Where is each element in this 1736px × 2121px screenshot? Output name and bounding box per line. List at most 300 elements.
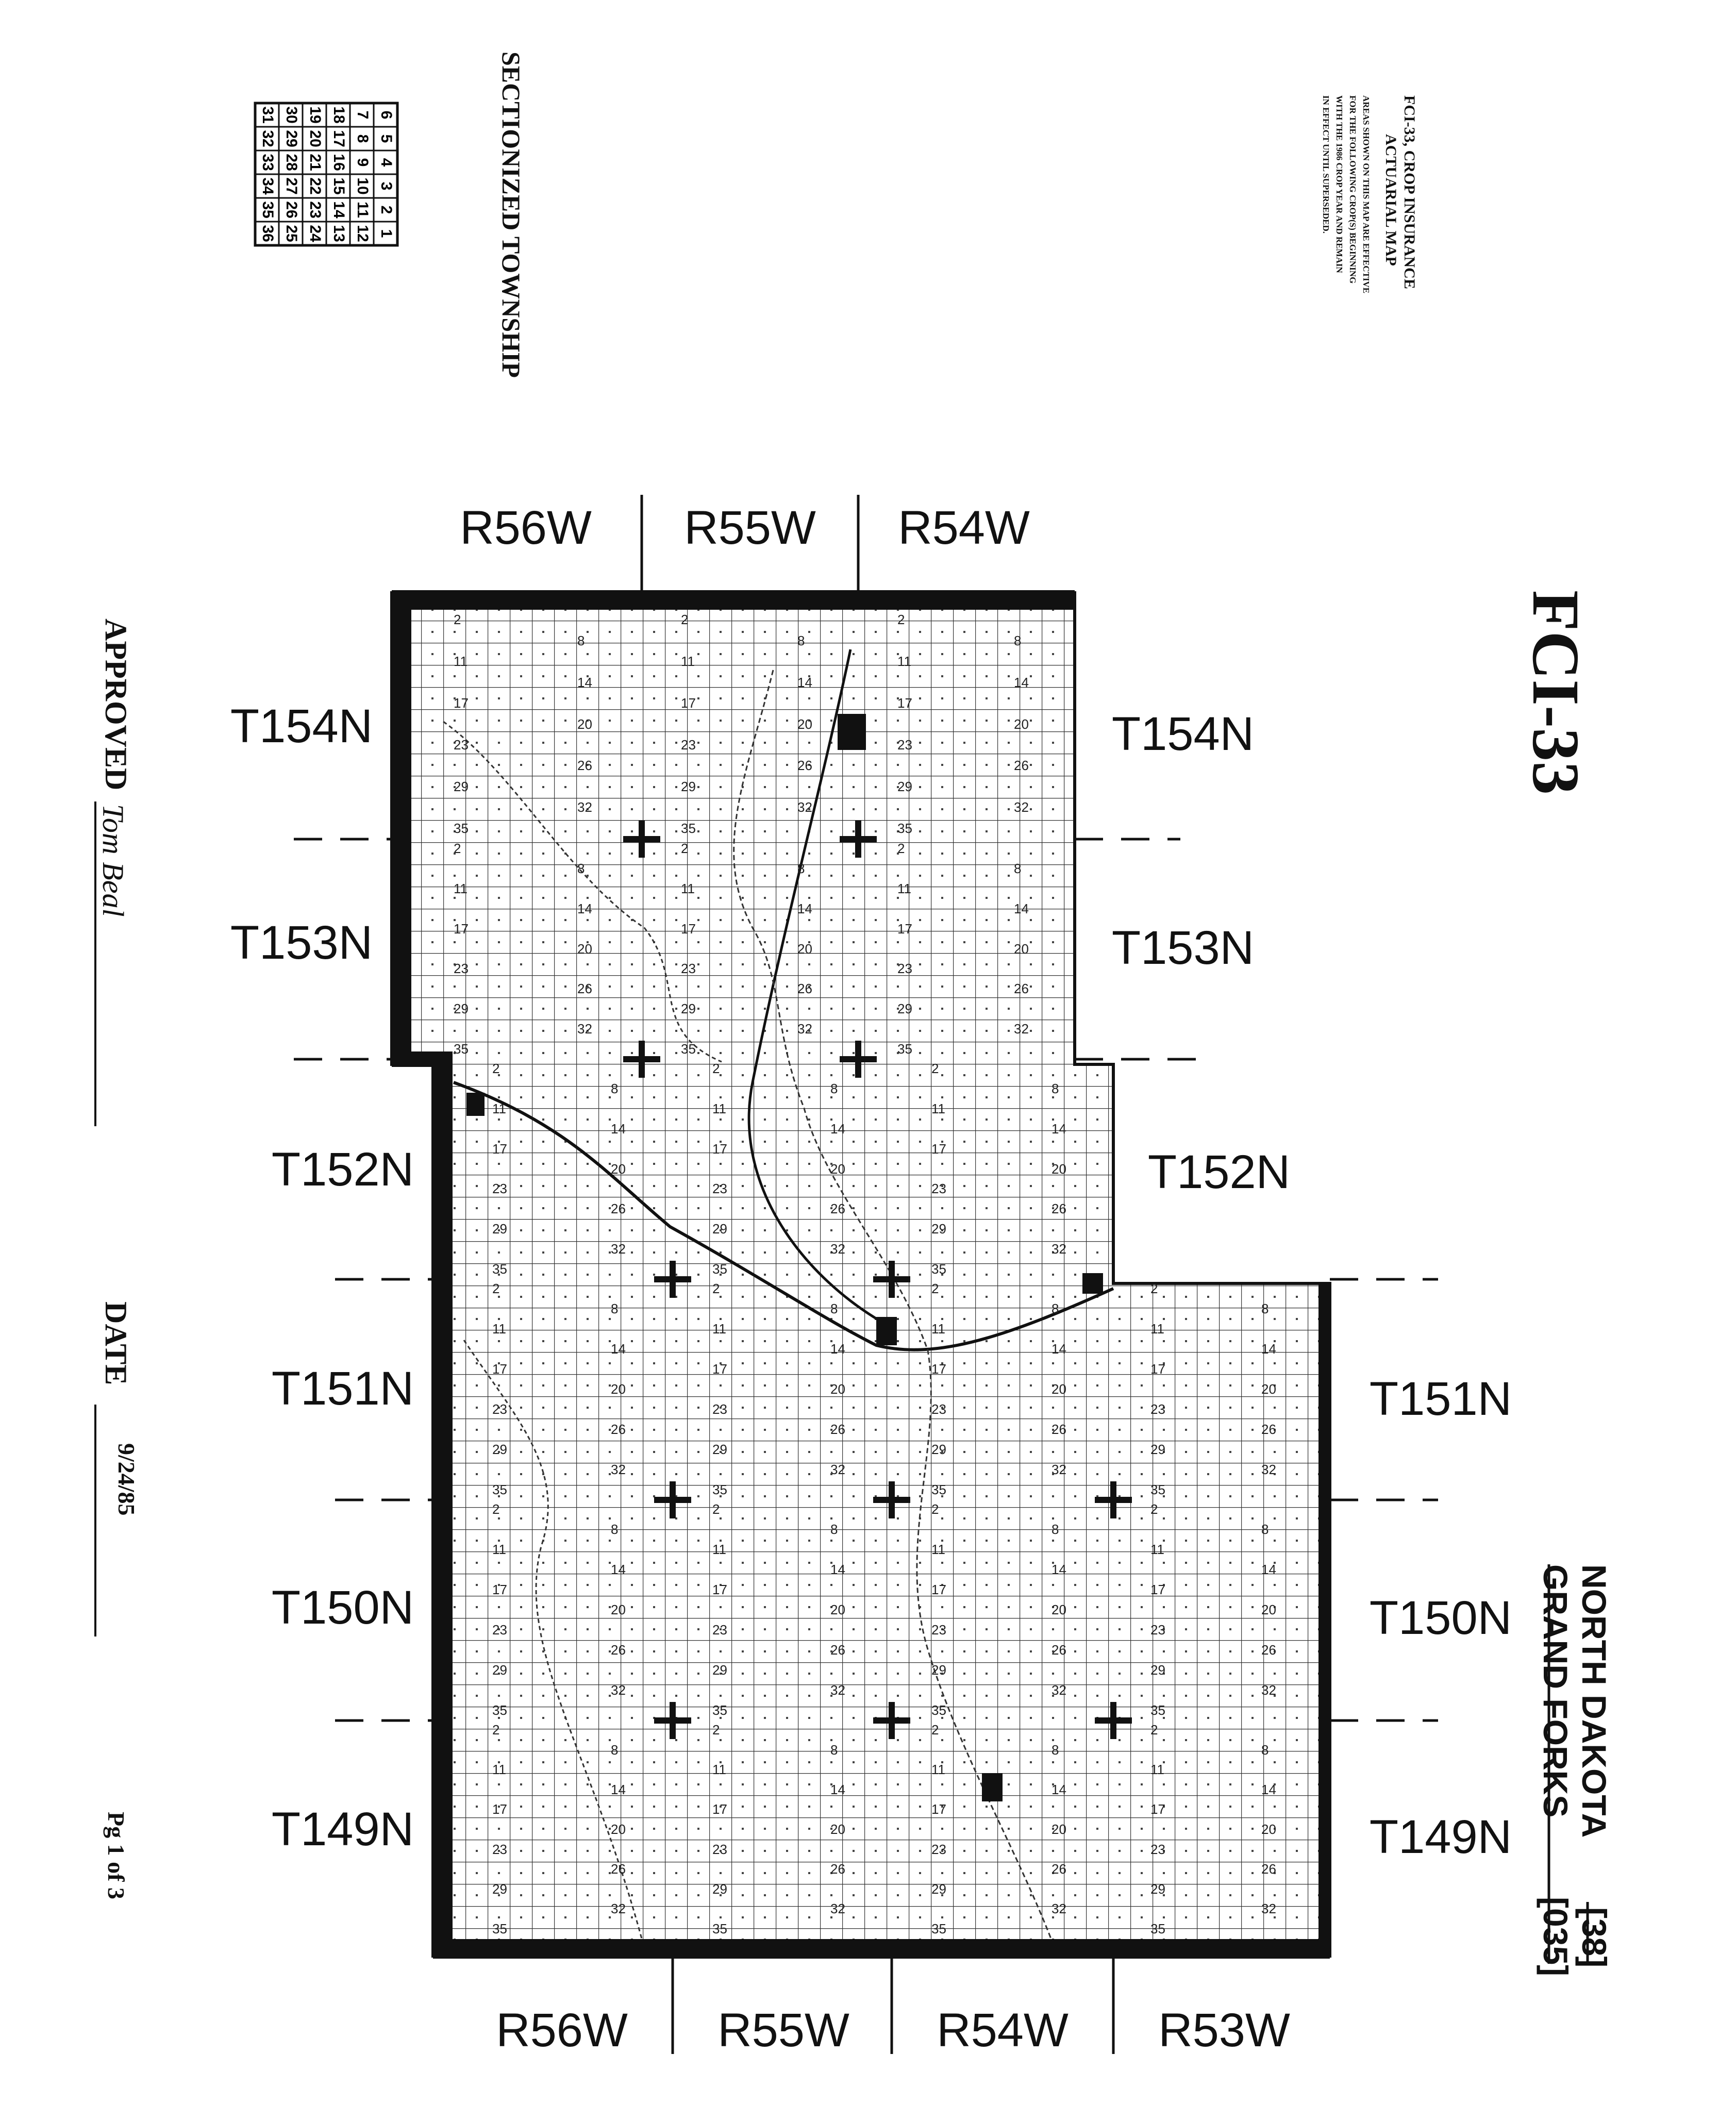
section-number: 26 [1014, 981, 1029, 996]
sectionized-township-cell: 12 [354, 225, 372, 242]
section-number: 32 [1051, 1901, 1066, 1916]
section-number: 35 [492, 1482, 507, 1497]
corner-cross-bar [855, 1041, 861, 1078]
section-number: 29 [492, 1221, 507, 1237]
section-number: 32 [1051, 1241, 1066, 1257]
section-number: 32 [1051, 1682, 1066, 1698]
section-number: 32 [1261, 1682, 1276, 1698]
section-number: 35 [492, 1921, 507, 1936]
section-number: 2 [681, 841, 689, 856]
sectionized-township-cell: 4 [378, 158, 395, 167]
range-bottom-r55w: R55W [717, 2004, 849, 2057]
township-right-t152n: T152N [1147, 1146, 1291, 1198]
header-note-line-2: FOR THE FOLLOWING CROP(S) BEGINNING [1348, 95, 1358, 284]
range-top-r54w: R54W [898, 502, 1030, 554]
section-number: 26 [830, 1642, 845, 1658]
section-number: 23 [712, 1622, 727, 1638]
section-number: 20 [1051, 1602, 1066, 1617]
section-number: 11 [712, 1542, 726, 1557]
section-number: 20 [830, 1161, 845, 1177]
corner-cross-bar [1110, 1702, 1116, 1739]
section-number: 29 [897, 1001, 912, 1016]
section-number: 29 [492, 1881, 507, 1897]
section-number: 11 [454, 654, 468, 669]
section-number: 11 [1150, 1542, 1164, 1557]
section-number: 26 [611, 1642, 626, 1658]
section-number: 32 [611, 1241, 626, 1257]
sectionized-township-title: SECTIONIZED TOWNSHIP [497, 52, 526, 378]
sectionized-township-cell: 36 [259, 225, 277, 242]
township-right-t153n: T153N [1111, 922, 1255, 974]
town-block-2 [876, 1317, 897, 1345]
section-number: 17 [492, 1361, 507, 1377]
section-number: 17 [712, 1141, 727, 1157]
section-number: 17 [931, 1801, 946, 1817]
border-top [392, 590, 1075, 610]
range-top-r56w: R56W [460, 502, 592, 554]
corner-cross-bar [889, 1261, 895, 1298]
section-number: 26 [1051, 1861, 1066, 1877]
section-number: 26 [1261, 1422, 1276, 1437]
section-number: 35 [931, 1921, 946, 1936]
section-number: 35 [712, 1702, 727, 1718]
sectionized-township-cell: 19 [307, 106, 324, 124]
section-number: 17 [897, 921, 912, 937]
section-number: 23 [931, 1181, 946, 1196]
section-number: 20 [1261, 1602, 1276, 1617]
section-number: 20 [611, 1602, 626, 1617]
header-note-line-1: AREAS SHOWN ON THIS MAP ARE EFFECTIVE [1361, 95, 1371, 294]
section-number: 35 [897, 821, 912, 836]
section-number: 2 [931, 1281, 939, 1296]
section-number: 20 [611, 1381, 626, 1397]
section-number: 23 [712, 1401, 727, 1417]
sectionized-township-cell: 1 [378, 229, 395, 238]
section-number: 26 [830, 1201, 845, 1216]
town-block-4 [466, 1093, 485, 1116]
section-number: 2 [492, 1501, 500, 1517]
section-number: 11 [1150, 1762, 1164, 1777]
section-number: 20 [611, 1822, 626, 1837]
section-number: 2 [712, 1501, 720, 1517]
section-number: 11 [712, 1101, 726, 1116]
section-number: 23 [1150, 1622, 1165, 1638]
approved-label: APPROVED [99, 619, 133, 791]
section-number: 14 [577, 901, 592, 916]
range-bottom-r53w: R53W [1158, 2004, 1290, 2057]
section-number: 26 [577, 758, 592, 773]
section-number: 23 [897, 737, 912, 753]
section-number: 17 [1150, 1801, 1165, 1817]
section-number: 23 [712, 1181, 727, 1196]
sectionized-township-cell: 24 [307, 225, 324, 242]
sheet-code: FCI-33 [1518, 590, 1593, 795]
sectionized-township-cell: 15 [330, 177, 348, 195]
corner-cross-bar [639, 1041, 645, 1078]
section-number: 2 [454, 841, 461, 856]
state-name: NORTH DAKOTA [1575, 1564, 1613, 1838]
header-note [1321, 95, 1418, 293]
section-number: 23 [1150, 1401, 1165, 1417]
section-number: 8 [1051, 1522, 1059, 1537]
section-number: 35 [897, 1041, 912, 1057]
section-number: 14 [1051, 1782, 1066, 1797]
header-note-title-1: FCI-33, CROP INSURANCE [1401, 95, 1418, 289]
border-left-lower [433, 1051, 453, 1959]
section-number: 14 [1014, 901, 1029, 916]
section-number: 8 [830, 1301, 838, 1316]
corner-cross-bar [639, 821, 645, 858]
sectionized-township-cell: 34 [259, 177, 277, 195]
section-number: 14 [830, 1782, 845, 1797]
sectionized-township-cell: 25 [283, 225, 301, 242]
section-number: 8 [830, 1081, 838, 1096]
section-number: 32 [830, 1682, 845, 1698]
section-number: 14 [1261, 1562, 1276, 1577]
section-number: 11 [492, 1542, 506, 1557]
section-number: 35 [492, 1702, 507, 1718]
section-number: 8 [577, 861, 585, 876]
state-county-block [1537, 1564, 1613, 1976]
section-number: 14 [1051, 1121, 1066, 1137]
section-number: 17 [454, 921, 469, 937]
sectionized-township-cell: 32 [259, 130, 277, 147]
section-number: 14 [577, 675, 592, 690]
section-number: 35 [931, 1482, 946, 1497]
town-block-5 [1082, 1273, 1103, 1294]
section-number: 20 [797, 716, 812, 732]
section-number: 17 [712, 1801, 727, 1817]
section-number: 8 [611, 1742, 619, 1758]
section-number: 23 [897, 961, 912, 976]
section-number: 35 [454, 821, 469, 836]
sectionized-township-cell: 9 [354, 158, 372, 167]
date-value: 9/24/85 [113, 1443, 140, 1516]
section-number: 29 [492, 1662, 507, 1678]
section-number: 26 [1261, 1642, 1276, 1658]
section-number: 20 [1051, 1161, 1066, 1177]
section-number: 26 [830, 1422, 845, 1437]
section-number: 2 [454, 612, 461, 627]
section-number: 2 [931, 1061, 939, 1076]
corner-cross-bar [889, 1702, 895, 1739]
section-number: 29 [931, 1221, 946, 1237]
section-number: 26 [1261, 1861, 1276, 1877]
corner-cross-bar [670, 1261, 676, 1298]
section-number: 29 [454, 1001, 469, 1016]
section-number: 2 [712, 1061, 720, 1076]
section-number: 29 [454, 779, 469, 794]
section-number: 29 [1150, 1442, 1165, 1457]
section-number: 35 [1150, 1482, 1165, 1497]
section-number: 35 [931, 1261, 946, 1277]
section-number: 8 [611, 1081, 619, 1096]
sectionized-township-cell: 29 [283, 130, 301, 147]
section-number: 8 [1261, 1301, 1269, 1316]
sectionized-township [255, 52, 526, 378]
header-note-line-4: IN EFFECT UNTIL SUPERSEDED. [1321, 95, 1331, 233]
section-number: 29 [897, 779, 912, 794]
section-number: 23 [454, 737, 469, 753]
section-number: 23 [492, 1622, 507, 1638]
section-number: 2 [931, 1722, 939, 1738]
section-number: 14 [830, 1341, 845, 1357]
date-label: DATE [99, 1301, 133, 1385]
section-number: 26 [611, 1422, 626, 1437]
section-number: 23 [1150, 1842, 1165, 1857]
sectionized-township-cell: 22 [307, 177, 324, 195]
section-number: 32 [830, 1462, 845, 1477]
section-number: 17 [454, 695, 469, 711]
approval-block [95, 619, 140, 1899]
section-number: 8 [797, 861, 805, 876]
section-number: 14 [611, 1121, 626, 1137]
section-number: 20 [1261, 1822, 1276, 1837]
section-number: 14 [830, 1121, 845, 1137]
section-number: 11 [897, 881, 911, 896]
township-right-t150n: T150N [1369, 1592, 1512, 1644]
county-code: [035] [1537, 1897, 1575, 1977]
section-number: 35 [681, 821, 696, 836]
section-number: 29 [712, 1221, 727, 1237]
sectionized-township-cell: 10 [354, 177, 372, 195]
section-number: 8 [830, 1742, 838, 1758]
section-number: 14 [1261, 1782, 1276, 1797]
section-number: 23 [931, 1622, 946, 1638]
range-bottom-r54w: R54W [937, 2004, 1069, 2057]
section-number: 17 [681, 695, 696, 711]
section-number: 35 [454, 1041, 469, 1057]
section-number: 35 [712, 1261, 727, 1277]
sectionized-township-cell: 28 [283, 154, 301, 171]
section-number: 32 [611, 1901, 626, 1916]
section-number: 11 [681, 881, 695, 896]
section-number: 26 [797, 981, 812, 996]
section-number: 11 [931, 1101, 945, 1116]
section-number: 26 [611, 1201, 626, 1216]
section-number: 29 [492, 1442, 507, 1457]
header-note-line-3: WITH THE 1986 CROP YEAR AND REMAIN [1334, 95, 1344, 273]
sectionized-township-cell: 8 [354, 134, 372, 143]
section-number: 26 [1051, 1201, 1066, 1216]
sectionized-township-cell: 35 [259, 201, 277, 219]
section-number: 23 [931, 1401, 946, 1417]
town-block-3 [982, 1773, 1003, 1801]
section-number: 11 [492, 1762, 506, 1777]
section-number: 14 [797, 675, 812, 690]
section-number: 20 [830, 1602, 845, 1617]
section-number: 2 [897, 841, 905, 856]
section-number: 20 [1051, 1381, 1066, 1397]
section-number: 26 [830, 1861, 845, 1877]
section-number: 23 [454, 961, 469, 976]
section-number: 35 [1150, 1702, 1165, 1718]
section-number: 29 [712, 1662, 727, 1678]
section-number: 35 [931, 1702, 946, 1718]
section-number: 8 [577, 633, 585, 648]
sectionized-township-cell: 18 [330, 106, 348, 124]
section-number: 11 [454, 881, 468, 896]
sectionized-township-cell: 7 [354, 110, 372, 120]
section-number: 32 [797, 799, 812, 815]
section-number: 26 [1051, 1642, 1066, 1658]
section-number: 32 [830, 1901, 845, 1916]
section-number: 32 [830, 1241, 845, 1257]
section-number: 32 [611, 1682, 626, 1698]
sectionized-township-cell: 5 [378, 134, 395, 143]
section-number: 29 [931, 1881, 946, 1897]
section-number: 35 [712, 1482, 727, 1497]
section-number: 8 [1014, 861, 1022, 876]
section-number: 23 [681, 961, 696, 976]
sectionized-township-cell: 14 [330, 201, 348, 219]
section-number: 17 [681, 921, 696, 937]
sectionized-township-cell: 13 [330, 225, 348, 242]
section-number: 23 [681, 737, 696, 753]
section-number: 29 [712, 1442, 727, 1457]
sectionized-township-cell: 30 [283, 106, 301, 124]
section-number: 14 [1051, 1341, 1066, 1357]
section-number: 2 [1150, 1281, 1158, 1296]
section-number: 2 [897, 612, 905, 627]
header-note-title-2: ACTUARIAL MAP [1382, 134, 1399, 266]
sectionized-township-cell: 27 [283, 177, 301, 195]
section-number: 20 [830, 1822, 845, 1837]
section-number: 11 [931, 1762, 945, 1777]
section-number: 17 [1150, 1582, 1165, 1597]
section-number: 14 [830, 1562, 845, 1577]
section-number: 2 [681, 612, 689, 627]
range-top-r55w: R55W [684, 502, 816, 554]
section-number: 35 [681, 1041, 696, 1057]
section-number: 26 [1014, 758, 1029, 773]
border-bottom [433, 1939, 1330, 1959]
section-number: 32 [577, 799, 592, 815]
section-number: 32 [1261, 1462, 1276, 1477]
section-number: 8 [611, 1522, 619, 1537]
section-number: 26 [611, 1861, 626, 1877]
sectionized-township-cell: 11 [354, 202, 372, 218]
town-block [838, 714, 866, 750]
section-number: 23 [492, 1842, 507, 1857]
section-number: 29 [931, 1662, 946, 1678]
section-number: 20 [797, 941, 812, 957]
section-number: 17 [931, 1582, 946, 1597]
border-left-upper [392, 590, 411, 1064]
township-left-t152n: T152N [271, 1143, 414, 1196]
section-number: 8 [611, 1301, 619, 1316]
section-number: 29 [1150, 1662, 1165, 1678]
township-left-t151n: T151N [271, 1362, 414, 1415]
section-number: 11 [931, 1321, 945, 1337]
range-bottom-r56w: R56W [496, 2004, 628, 2057]
section-number: 11 [1150, 1321, 1164, 1337]
section-number: 17 [1150, 1361, 1165, 1377]
section-number: 2 [1150, 1501, 1158, 1517]
section-number: 32 [577, 1021, 592, 1037]
section-number: 11 [681, 654, 695, 669]
section-number: 8 [1051, 1081, 1059, 1096]
section-number: 17 [712, 1582, 727, 1597]
section-number: 11 [712, 1321, 726, 1337]
sectionized-township-cell: 2 [378, 205, 395, 214]
township-left-t150n: T150N [271, 1581, 414, 1634]
section-number: 20 [1014, 716, 1029, 732]
section-number: 11 [492, 1321, 506, 1337]
section-number: 20 [577, 941, 592, 957]
section-number: 14 [797, 901, 812, 916]
section-number: 32 [1051, 1462, 1066, 1477]
sectionized-township-cell: 20 [307, 130, 324, 147]
township-left-t149n: T149N [271, 1803, 414, 1856]
section-number: 29 [1150, 1881, 1165, 1897]
section-number: 2 [492, 1061, 500, 1076]
sectionized-township-cell: 16 [330, 154, 348, 171]
corner-cross-bar [670, 1481, 676, 1518]
section-number: 11 [931, 1542, 945, 1557]
section-number: 8 [1051, 1301, 1059, 1316]
section-number: 8 [1051, 1742, 1059, 1758]
section-number: 32 [797, 1021, 812, 1037]
township-right-t151n: T151N [1369, 1373, 1512, 1425]
section-number: 32 [1014, 799, 1029, 815]
section-number: 32 [611, 1462, 626, 1477]
section-number: 11 [492, 1101, 506, 1116]
section-number: 8 [1261, 1522, 1269, 1537]
section-number: 23 [492, 1181, 507, 1196]
section-number: 29 [712, 1881, 727, 1897]
sectionized-township-cell: 3 [378, 181, 395, 191]
section-number: 14 [1014, 675, 1029, 690]
sectionized-township-grid [255, 103, 397, 245]
section-number: 35 [712, 1921, 727, 1936]
section-number: 23 [712, 1842, 727, 1857]
section-number: 14 [1051, 1562, 1066, 1577]
section-number: 23 [492, 1401, 507, 1417]
section-number: 2 [712, 1722, 720, 1738]
section-number: 26 [1051, 1422, 1066, 1437]
corner-cross-bar [1110, 1481, 1116, 1518]
corner-cross-bar [855, 821, 861, 858]
section-number: 2 [712, 1281, 720, 1296]
section-number: 14 [611, 1341, 626, 1357]
section-number: 20 [1051, 1822, 1066, 1837]
township-right-t154n: T154N [1111, 708, 1255, 760]
section-number: 17 [492, 1582, 507, 1597]
section-number: 14 [611, 1782, 626, 1797]
section-number: 35 [1150, 1921, 1165, 1936]
section-number: 20 [1014, 941, 1029, 957]
sectionized-township-cell: 26 [283, 201, 301, 219]
section-number: 26 [797, 758, 812, 773]
section-number: 2 [492, 1281, 500, 1296]
approved-signature: Tom Beal [96, 804, 130, 917]
corner-cross-bar [670, 1702, 676, 1739]
section-number: 23 [931, 1842, 946, 1857]
township-left-t153n: T153N [230, 916, 373, 969]
section-number: 32 [1014, 1021, 1029, 1037]
county-fill [392, 593, 1330, 1956]
section-number: 8 [1014, 633, 1022, 648]
sectionized-township-cell: 23 [307, 201, 324, 219]
section-number: 11 [897, 654, 911, 669]
section-number: 2 [931, 1501, 939, 1517]
section-number: 8 [830, 1522, 838, 1537]
section-number: 14 [611, 1562, 626, 1577]
county-map [392, 590, 1330, 1959]
section-number: 11 [712, 1762, 726, 1777]
section-number: 26 [577, 981, 592, 996]
